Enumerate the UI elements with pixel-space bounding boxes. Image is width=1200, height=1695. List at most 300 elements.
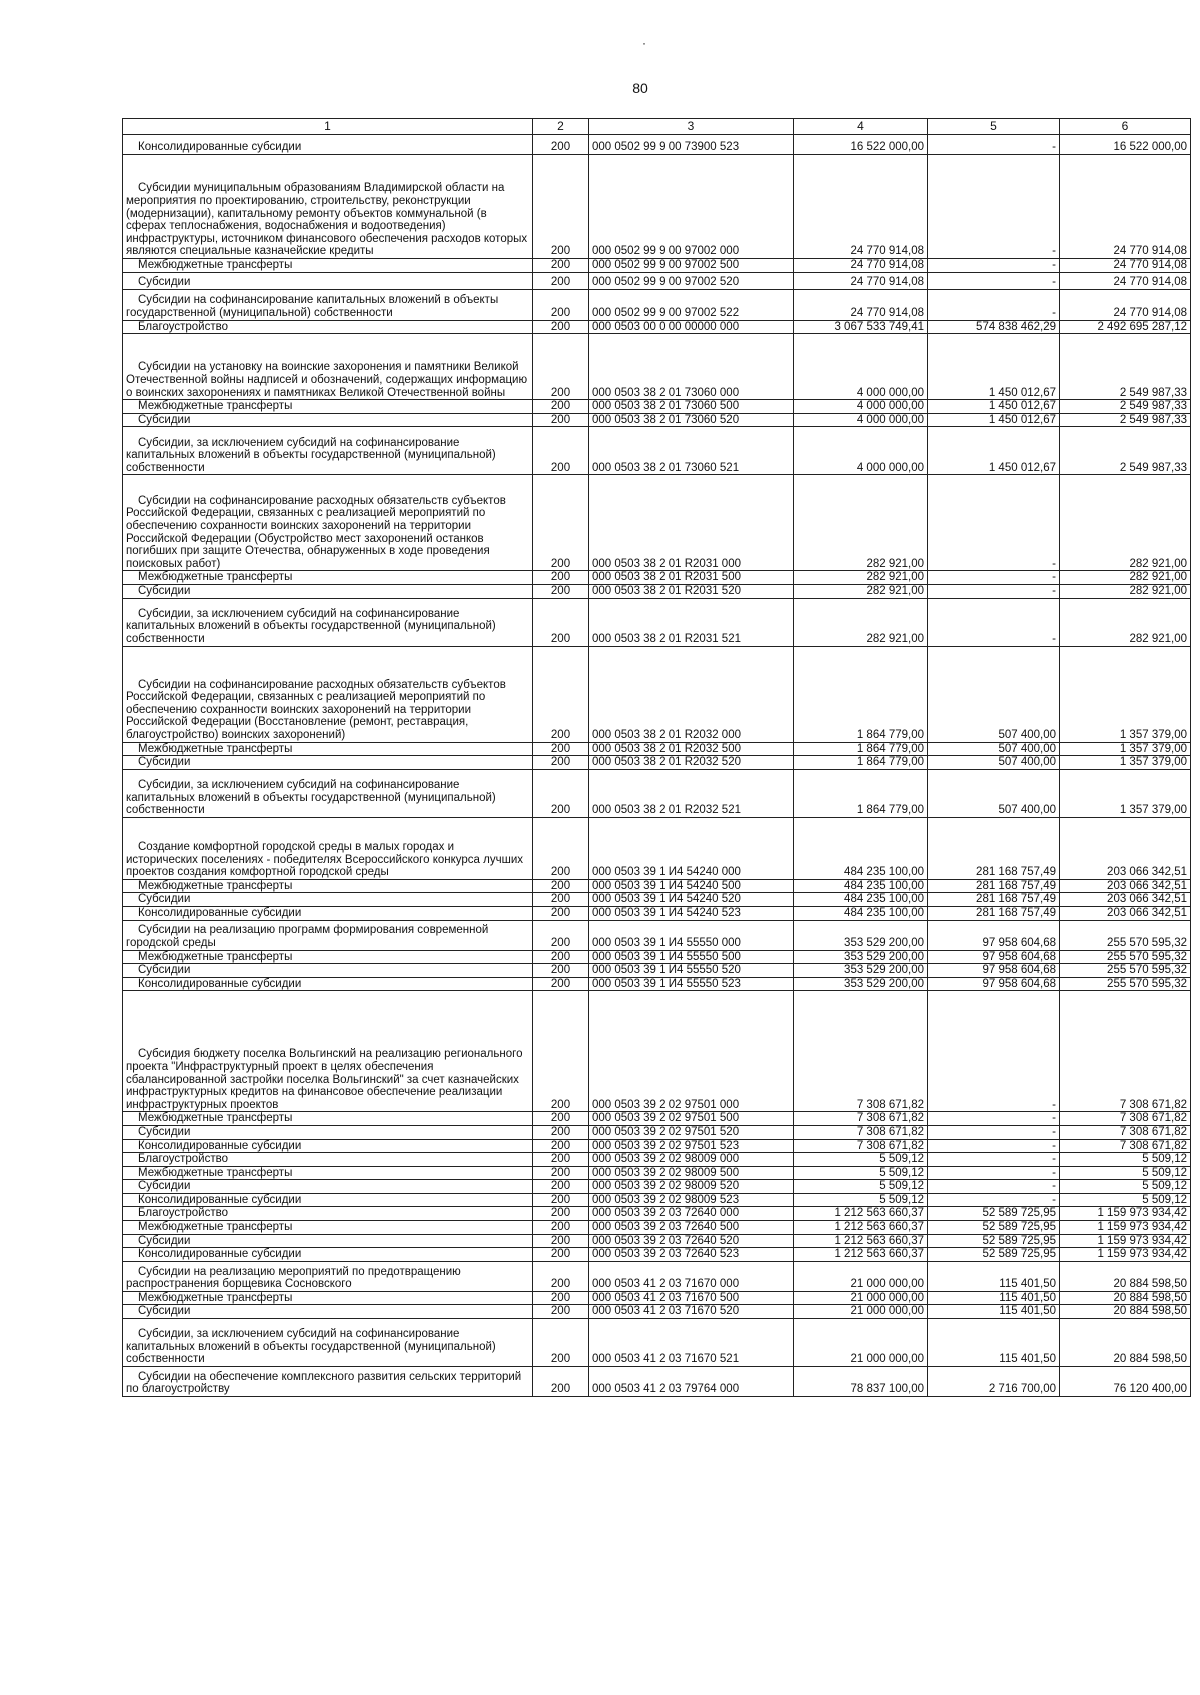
row-code: 200 bbox=[533, 1261, 589, 1291]
row-col6-value: 7 308 671,82 bbox=[1060, 1139, 1191, 1153]
table-row bbox=[123, 817, 1191, 879]
row-col5-value: 281 168 757,49 bbox=[928, 879, 1060, 893]
row-kbk: 000 0502 99 9 00 97002 500 bbox=[589, 259, 794, 273]
row-col6-value: 255 570 595,32 bbox=[1060, 950, 1191, 964]
row-col4-value: 282 921,00 bbox=[794, 598, 928, 646]
row-name bbox=[123, 817, 533, 879]
row-col5-value: - bbox=[928, 475, 1060, 571]
row-name bbox=[123, 400, 533, 414]
row-name-text: Создание комфортной городской среды в малых городах и исторических поселениях - победителях Всероссийского конкурса лучших проектов создания комфортной городской среды bbox=[126, 840, 523, 879]
row-kbk: 000 0503 38 2 01 R2032 521 bbox=[589, 769, 794, 817]
row-kbk: 000 0503 39 1 И4 55550 523 bbox=[589, 977, 794, 991]
row-name bbox=[123, 1125, 533, 1139]
row-col6-value: 5 509,12 bbox=[1060, 1166, 1191, 1180]
row-name-text: Субсидии муниципальным образованиям Владимирской области на мероприятия по проектированию, строительству, реконструкции (модернизации), капитальному ремонту объектов коммунальной (в сферах теплоснабжения, водоснабжения и водоотведения) инфраструктуры, источником финансового обеспечения расходов которых являются специальные казначейские кредиты bbox=[126, 182, 528, 258]
row-name bbox=[123, 646, 533, 742]
row-kbk: 000 0503 38 2 01 R2032 520 bbox=[589, 756, 794, 770]
row-code: 200 bbox=[533, 400, 589, 414]
row-name-text: Субсидии на обеспечение комплексного развития сельских территорий по благоустройству bbox=[126, 1370, 522, 1396]
row-col5-value: 97 958 604,68 bbox=[928, 977, 1060, 991]
row-col4-value: 1 864 779,00 bbox=[794, 756, 928, 770]
row-code: 200 bbox=[533, 879, 589, 893]
row-col5-value: - bbox=[928, 1153, 1060, 1167]
row-name-text: Субсидии bbox=[138, 893, 191, 906]
row-col4-value: 1 212 563 660,37 bbox=[794, 1221, 928, 1235]
row-col5-value: - bbox=[928, 991, 1060, 1112]
row-kbk: 000 0503 41 2 03 71670 520 bbox=[589, 1305, 794, 1319]
row-col5-value: 115 401,50 bbox=[928, 1291, 1060, 1305]
row-name-text: Субсидии bbox=[138, 1125, 191, 1138]
row-code: 200 bbox=[533, 475, 589, 571]
row-kbk: 000 0503 39 2 02 98009 000 bbox=[589, 1153, 794, 1167]
row-col4-value: 1 864 779,00 bbox=[794, 646, 928, 742]
row-col6-value: 203 066 342,51 bbox=[1060, 817, 1191, 879]
row-name-text: Субсидии, за исключением субсидий на софинансирование капитальных вложений в объекты государственной (муниципальной) собственности bbox=[126, 436, 496, 474]
row-col6-value: 20 884 598,50 bbox=[1060, 1261, 1191, 1291]
row-kbk: 000 0502 99 9 00 73900 523 bbox=[589, 135, 794, 155]
row-col6-value: 1 357 379,00 bbox=[1060, 742, 1191, 756]
row-col5-value: 52 589 725,95 bbox=[928, 1234, 1060, 1248]
table-row bbox=[123, 1153, 1191, 1167]
row-col6-value: 2 549 987,33 bbox=[1060, 413, 1191, 427]
table-row bbox=[123, 756, 1191, 770]
row-code: 200 bbox=[533, 893, 589, 907]
row-col5-value: - bbox=[928, 1193, 1060, 1207]
row-kbk: 000 0503 39 1 И4 54240 500 bbox=[589, 879, 794, 893]
row-name bbox=[123, 893, 533, 907]
row-name bbox=[123, 155, 533, 259]
row-col6-value: 5 509,12 bbox=[1060, 1180, 1191, 1194]
row-col5-value: 1 450 012,67 bbox=[928, 334, 1060, 400]
row-col6-value: 2 549 987,33 bbox=[1060, 400, 1191, 414]
row-name-text: Консолидированные субсидии bbox=[138, 1248, 302, 1261]
row-col4-value: 1 864 779,00 bbox=[794, 769, 928, 817]
row-name-text: Субсидии bbox=[138, 1234, 191, 1247]
table-row bbox=[123, 259, 1191, 273]
row-col6-value: 203 066 342,51 bbox=[1060, 906, 1191, 920]
row-name-text: Благоустройство bbox=[138, 1153, 228, 1166]
row-col6-value: 5 509,12 bbox=[1060, 1153, 1191, 1167]
row-col5-value: 1 450 012,67 bbox=[928, 413, 1060, 427]
table-body bbox=[123, 135, 1191, 1397]
row-kbk: 000 0503 38 2 01 R2031 521 bbox=[589, 598, 794, 646]
row-col4-value: 1 212 563 660,37 bbox=[794, 1248, 928, 1262]
table-row bbox=[123, 893, 1191, 907]
row-col6-value: 24 770 914,08 bbox=[1060, 155, 1191, 259]
row-kbk: 000 0503 39 1 И4 55550 500 bbox=[589, 950, 794, 964]
row-code: 200 bbox=[533, 259, 589, 273]
row-col6-value: 203 066 342,51 bbox=[1060, 893, 1191, 907]
table-row bbox=[123, 427, 1191, 475]
row-col6-value: 7 308 671,82 bbox=[1060, 991, 1191, 1112]
row-name bbox=[123, 1305, 533, 1319]
row-col6-value: 1 159 973 934,42 bbox=[1060, 1207, 1191, 1221]
row-kbk: 000 0502 99 9 00 97002 000 bbox=[589, 155, 794, 259]
row-kbk: 000 0503 41 2 03 71670 500 bbox=[589, 1291, 794, 1305]
row-code: 200 bbox=[533, 1234, 589, 1248]
row-kbk: 000 0503 38 2 01 73060 520 bbox=[589, 413, 794, 427]
row-code: 200 bbox=[533, 427, 589, 475]
row-col4-value: 5 509,12 bbox=[794, 1193, 928, 1207]
row-kbk: 000 0503 00 0 00 00000 000 bbox=[589, 320, 794, 334]
row-col5-value: - bbox=[928, 584, 1060, 598]
row-name bbox=[123, 427, 533, 475]
row-col5-value: 507 400,00 bbox=[928, 742, 1060, 756]
table-row bbox=[123, 320, 1191, 334]
row-col4-value: 4 000 000,00 bbox=[794, 400, 928, 414]
row-name bbox=[123, 320, 533, 334]
row-code: 200 bbox=[533, 1153, 589, 1167]
row-code: 200 bbox=[533, 135, 589, 155]
row-col4-value: 5 509,12 bbox=[794, 1180, 928, 1194]
row-col4-value: 3 067 533 749,41 bbox=[794, 320, 928, 334]
row-col5-value: - bbox=[928, 571, 1060, 585]
row-code: 200 bbox=[533, 1291, 589, 1305]
row-col4-value: 24 770 914,08 bbox=[794, 272, 928, 289]
row-col6-value: 1 357 379,00 bbox=[1060, 769, 1191, 817]
row-name bbox=[123, 1221, 533, 1235]
row-kbk: 000 0503 39 1 И4 55550 000 bbox=[589, 920, 794, 950]
row-name-text: Межбюджетные трансферты bbox=[138, 950, 293, 963]
row-kbk: 000 0503 39 2 03 72640 520 bbox=[589, 1234, 794, 1248]
row-col4-value: 5 509,12 bbox=[794, 1166, 928, 1180]
row-col4-value: 5 509,12 bbox=[794, 1153, 928, 1167]
row-code: 200 bbox=[533, 1112, 589, 1126]
row-code: 200 bbox=[533, 320, 589, 334]
row-name-text: Субсидии bbox=[138, 1305, 191, 1318]
row-col6-value: 282 921,00 bbox=[1060, 584, 1191, 598]
row-col4-value: 4 000 000,00 bbox=[794, 427, 928, 475]
row-name bbox=[123, 1367, 533, 1397]
row-kbk: 000 0503 41 2 03 71670 000 bbox=[589, 1261, 794, 1291]
row-name-text: Межбюджетные трансферты bbox=[138, 1112, 293, 1125]
row-kbk: 000 0503 39 2 02 97501 000 bbox=[589, 991, 794, 1112]
table-row bbox=[123, 879, 1191, 893]
row-col4-value: 353 529 200,00 bbox=[794, 950, 928, 964]
table-row bbox=[123, 598, 1191, 646]
row-col4-value: 21 000 000,00 bbox=[794, 1319, 928, 1367]
row-col4-value: 21 000 000,00 bbox=[794, 1261, 928, 1291]
row-col6-value: 1 159 973 934,42 bbox=[1060, 1221, 1191, 1235]
row-col6-value: 24 770 914,08 bbox=[1060, 259, 1191, 273]
row-code: 200 bbox=[533, 742, 589, 756]
row-name bbox=[123, 950, 533, 964]
row-col4-value: 24 770 914,08 bbox=[794, 259, 928, 273]
row-col4-value: 21 000 000,00 bbox=[794, 1291, 928, 1305]
row-col4-value: 21 000 000,00 bbox=[794, 1305, 928, 1319]
row-col4-value: 1 864 779,00 bbox=[794, 742, 928, 756]
row-name bbox=[123, 1207, 533, 1221]
header-col-4: 4 bbox=[794, 119, 928, 135]
row-col6-value: 20 884 598,50 bbox=[1060, 1305, 1191, 1319]
row-code: 200 bbox=[533, 413, 589, 427]
row-col6-value: 282 921,00 bbox=[1060, 571, 1191, 585]
row-code: 200 bbox=[533, 1180, 589, 1194]
table-row bbox=[123, 413, 1191, 427]
row-name bbox=[123, 1153, 533, 1167]
row-col6-value: 1 357 379,00 bbox=[1060, 756, 1191, 770]
table-row bbox=[123, 1193, 1191, 1207]
row-name-text: Межбюджетные трансферты bbox=[138, 1291, 293, 1304]
row-col4-value: 353 529 200,00 bbox=[794, 977, 928, 991]
row-kbk: 000 0503 38 2 01 R2032 000 bbox=[589, 646, 794, 742]
row-kbk: 000 0503 41 2 03 79764 000 bbox=[589, 1367, 794, 1397]
row-col5-value: 97 958 604,68 bbox=[928, 920, 1060, 950]
table-row bbox=[123, 289, 1191, 320]
row-col5-value: - bbox=[928, 289, 1060, 320]
row-name-text: Субсидии, за исключением субсидий на софинансирование капитальных вложений в объекты государственной (муниципальной) собственности bbox=[126, 778, 496, 817]
table-row bbox=[123, 950, 1191, 964]
row-name-text: Субсидии bbox=[138, 964, 191, 977]
row-col5-value: 507 400,00 bbox=[928, 756, 1060, 770]
row-name-text: Субсидии на реализацию программ формирования современной городской среды bbox=[126, 924, 489, 949]
row-col5-value: 115 401,50 bbox=[928, 1305, 1060, 1319]
row-name-text: Межбюджетные трансферты bbox=[138, 1166, 293, 1179]
row-name bbox=[123, 742, 533, 756]
row-name-text: Консолидированные субсидии bbox=[138, 1193, 302, 1206]
row-name-text: Благоустройство bbox=[138, 320, 228, 333]
row-name bbox=[123, 571, 533, 585]
row-col6-value: 16 522 000,00 bbox=[1060, 135, 1191, 155]
row-code: 200 bbox=[533, 964, 589, 978]
row-col5-value: - bbox=[928, 1180, 1060, 1194]
scan-dot: · bbox=[642, 36, 646, 50]
row-col5-value: 574 838 462,29 bbox=[928, 320, 1060, 334]
row-kbk: 000 0503 38 2 01 73060 000 bbox=[589, 334, 794, 400]
row-col5-value: 52 589 725,95 bbox=[928, 1248, 1060, 1262]
row-name bbox=[123, 1180, 533, 1194]
row-name-text: Консолидированные субсидии bbox=[138, 1139, 302, 1152]
table-row bbox=[123, 906, 1191, 920]
row-name bbox=[123, 1234, 533, 1248]
row-col6-value: 1 357 379,00 bbox=[1060, 646, 1191, 742]
table-row bbox=[123, 1180, 1191, 1194]
row-kbk: 000 0503 39 1 И4 55550 520 bbox=[589, 964, 794, 978]
row-code: 200 bbox=[533, 272, 589, 289]
row-name-text: Субсидии на реализацию мероприятий по предотвращению распространения борщевика Сосновского bbox=[126, 1265, 461, 1291]
row-name-text: Консолидированные субсидии bbox=[138, 141, 302, 154]
row-col6-value: 7 308 671,82 bbox=[1060, 1125, 1191, 1139]
row-col5-value: - bbox=[928, 1112, 1060, 1126]
row-col5-value: - bbox=[928, 259, 1060, 273]
row-kbk: 000 0503 39 1 И4 54240 000 bbox=[589, 817, 794, 879]
row-code: 200 bbox=[533, 1305, 589, 1319]
row-name-text: Межбюджетные трансферты bbox=[138, 742, 293, 755]
row-col4-value: 353 529 200,00 bbox=[794, 964, 928, 978]
row-col5-value: 281 168 757,49 bbox=[928, 893, 1060, 907]
table-row bbox=[123, 742, 1191, 756]
table-row bbox=[123, 769, 1191, 817]
row-code: 200 bbox=[533, 289, 589, 320]
row-kbk: 000 0503 38 2 01 73060 521 bbox=[589, 427, 794, 475]
row-name bbox=[123, 879, 533, 893]
row-code: 200 bbox=[533, 155, 589, 259]
row-col4-value: 484 235 100,00 bbox=[794, 906, 928, 920]
row-col5-value: - bbox=[928, 1125, 1060, 1139]
row-kbk: 000 0503 39 2 02 97501 520 bbox=[589, 1125, 794, 1139]
row-code: 200 bbox=[533, 950, 589, 964]
row-code: 200 bbox=[533, 1139, 589, 1153]
row-name bbox=[123, 769, 533, 817]
row-name bbox=[123, 756, 533, 770]
row-col6-value: 2 492 695 287,12 bbox=[1060, 320, 1191, 334]
row-name-text: Субсидии bbox=[138, 276, 191, 288]
row-col5-value: 1 450 012,67 bbox=[928, 427, 1060, 475]
row-name-text: Субсидии bbox=[138, 584, 191, 597]
row-name-text: Субсидии, за исключением субсидий на софинансирование капитальных вложений в объекты государственной (муниципальной) собственности bbox=[126, 607, 496, 645]
row-name bbox=[123, 977, 533, 991]
row-kbk: 000 0503 41 2 03 71670 521 bbox=[589, 1319, 794, 1367]
row-name bbox=[123, 334, 533, 400]
table-header bbox=[123, 119, 1191, 135]
row-name bbox=[123, 413, 533, 427]
row-name-text: Субсидии на софинансирование расходных обязательств субъектов Российской Федерации, связанных с реализацией мероприятий по обеспечению сохранности воинских захоронений на территории Российской Федерации (Восстановление (ремонт, реставрация, благоустройство) воинских захоронений) bbox=[126, 678, 506, 741]
header-col-2: 2 bbox=[533, 119, 589, 135]
row-col6-value: 203 066 342,51 bbox=[1060, 879, 1191, 893]
table-row bbox=[123, 646, 1191, 742]
table-row bbox=[123, 1305, 1191, 1319]
table-row bbox=[123, 1139, 1191, 1153]
row-kbk: 000 0503 39 2 03 72640 523 bbox=[589, 1248, 794, 1262]
row-code: 200 bbox=[533, 571, 589, 585]
row-code: 200 bbox=[533, 1207, 589, 1221]
table-row bbox=[123, 1319, 1191, 1367]
row-name bbox=[123, 1139, 533, 1153]
row-col5-value: 281 168 757,49 bbox=[928, 906, 1060, 920]
row-name bbox=[123, 135, 533, 155]
table-row bbox=[123, 571, 1191, 585]
row-col4-value: 7 308 671,82 bbox=[794, 1125, 928, 1139]
row-name-text: Межбюджетные трансферты bbox=[138, 1221, 293, 1234]
row-code: 200 bbox=[533, 1193, 589, 1207]
row-kbk: 000 0503 38 2 01 R2031 000 bbox=[589, 475, 794, 571]
row-col5-value: 2 716 700,00 bbox=[928, 1367, 1060, 1397]
table-row bbox=[123, 584, 1191, 598]
row-kbk: 000 0503 38 2 01 R2031 520 bbox=[589, 584, 794, 598]
row-col5-value: 52 589 725,95 bbox=[928, 1221, 1060, 1235]
row-col4-value: 484 235 100,00 bbox=[794, 893, 928, 907]
table-row bbox=[123, 135, 1191, 155]
table-row bbox=[123, 1125, 1191, 1139]
row-kbk: 000 0503 38 2 01 R2032 500 bbox=[589, 742, 794, 756]
row-name-text: Межбюджетные трансферты bbox=[138, 259, 293, 271]
row-col5-value: - bbox=[928, 598, 1060, 646]
row-name bbox=[123, 1248, 533, 1262]
header-col-3: 3 bbox=[589, 119, 794, 135]
header-row bbox=[123, 119, 1191, 135]
row-kbk: 000 0502 99 9 00 97002 520 bbox=[589, 272, 794, 289]
row-name-text: Субсидии на софинансирование капитальных вложений в объекты государственной (муниципальной) собственности bbox=[126, 294, 499, 319]
row-name bbox=[123, 1193, 533, 1207]
table-row bbox=[123, 1166, 1191, 1180]
row-col5-value: 115 401,50 bbox=[928, 1319, 1060, 1367]
row-col4-value: 484 235 100,00 bbox=[794, 879, 928, 893]
row-name bbox=[123, 964, 533, 978]
row-name-text: Межбюджетные трансферты bbox=[138, 879, 293, 892]
row-name bbox=[123, 584, 533, 598]
row-col4-value: 7 308 671,82 bbox=[794, 991, 928, 1112]
row-col5-value: 97 958 604,68 bbox=[928, 950, 1060, 964]
row-name bbox=[123, 1112, 533, 1126]
row-kbk: 000 0503 39 1 И4 54240 520 bbox=[589, 893, 794, 907]
row-name bbox=[123, 475, 533, 571]
row-col5-value: - bbox=[928, 1139, 1060, 1153]
row-kbk: 000 0503 38 2 01 73060 500 bbox=[589, 400, 794, 414]
row-name bbox=[123, 1319, 533, 1367]
row-code: 200 bbox=[533, 1248, 589, 1262]
row-name bbox=[123, 289, 533, 320]
row-name-text: Консолидированные субсидии bbox=[138, 906, 302, 919]
row-col4-value: 7 308 671,82 bbox=[794, 1139, 928, 1153]
row-col6-value: 24 770 914,08 bbox=[1060, 272, 1191, 289]
row-col6-value: 7 308 671,82 bbox=[1060, 1112, 1191, 1126]
row-col6-value: 282 921,00 bbox=[1060, 475, 1191, 571]
row-kbk: 000 0503 39 2 03 72640 500 bbox=[589, 1221, 794, 1235]
row-col5-value: 1 450 012,67 bbox=[928, 400, 1060, 414]
row-col5-value: - bbox=[928, 1166, 1060, 1180]
row-name bbox=[123, 991, 533, 1112]
row-name bbox=[123, 920, 533, 950]
row-col5-value: - bbox=[928, 135, 1060, 155]
row-col5-value: 507 400,00 bbox=[928, 646, 1060, 742]
table-row bbox=[123, 977, 1191, 991]
row-code: 200 bbox=[533, 584, 589, 598]
row-name-text: Субсидии bbox=[138, 413, 191, 426]
table-row bbox=[123, 475, 1191, 571]
header-col-6: 6 bbox=[1060, 119, 1191, 135]
table-row bbox=[123, 272, 1191, 289]
header-col-1: 1 bbox=[123, 119, 533, 135]
row-col6-value: 2 549 987,33 bbox=[1060, 427, 1191, 475]
table-row bbox=[123, 991, 1191, 1112]
row-name bbox=[123, 1166, 533, 1180]
row-col6-value: 5 509,12 bbox=[1060, 1193, 1191, 1207]
row-kbk: 000 0503 39 2 02 97501 523 bbox=[589, 1139, 794, 1153]
row-code: 200 bbox=[533, 817, 589, 879]
row-kbk: 000 0503 39 2 02 98009 520 bbox=[589, 1180, 794, 1194]
row-col6-value: 282 921,00 bbox=[1060, 598, 1191, 646]
row-col6-value: 1 159 973 934,42 bbox=[1060, 1248, 1191, 1262]
row-kbk: 000 0503 39 2 02 97501 500 bbox=[589, 1112, 794, 1126]
table-row bbox=[123, 1291, 1191, 1305]
table-row bbox=[123, 1248, 1191, 1262]
row-col5-value: 52 589 725,95 bbox=[928, 1207, 1060, 1221]
row-code: 200 bbox=[533, 977, 589, 991]
header-col-5: 5 bbox=[928, 119, 1060, 135]
row-code: 200 bbox=[533, 991, 589, 1112]
table-row bbox=[123, 920, 1191, 950]
row-col4-value: 282 921,00 bbox=[794, 571, 928, 585]
table-row bbox=[123, 155, 1191, 259]
table-row bbox=[123, 964, 1191, 978]
row-col5-value: 507 400,00 bbox=[928, 769, 1060, 817]
table-row bbox=[123, 1234, 1191, 1248]
row-col4-value: 4 000 000,00 bbox=[794, 334, 928, 400]
row-code: 200 bbox=[533, 756, 589, 770]
row-col4-value: 1 212 563 660,37 bbox=[794, 1207, 928, 1221]
table-row bbox=[123, 1112, 1191, 1126]
row-name bbox=[123, 259, 533, 273]
row-code: 200 bbox=[533, 646, 589, 742]
table-row bbox=[123, 334, 1191, 400]
row-col6-value: 255 570 595,32 bbox=[1060, 920, 1191, 950]
row-name bbox=[123, 598, 533, 646]
row-code: 200 bbox=[533, 920, 589, 950]
table-row bbox=[123, 1261, 1191, 1291]
row-col4-value: 282 921,00 bbox=[794, 475, 928, 571]
row-code: 200 bbox=[533, 598, 589, 646]
row-name-text: Благоустройство bbox=[138, 1207, 228, 1220]
